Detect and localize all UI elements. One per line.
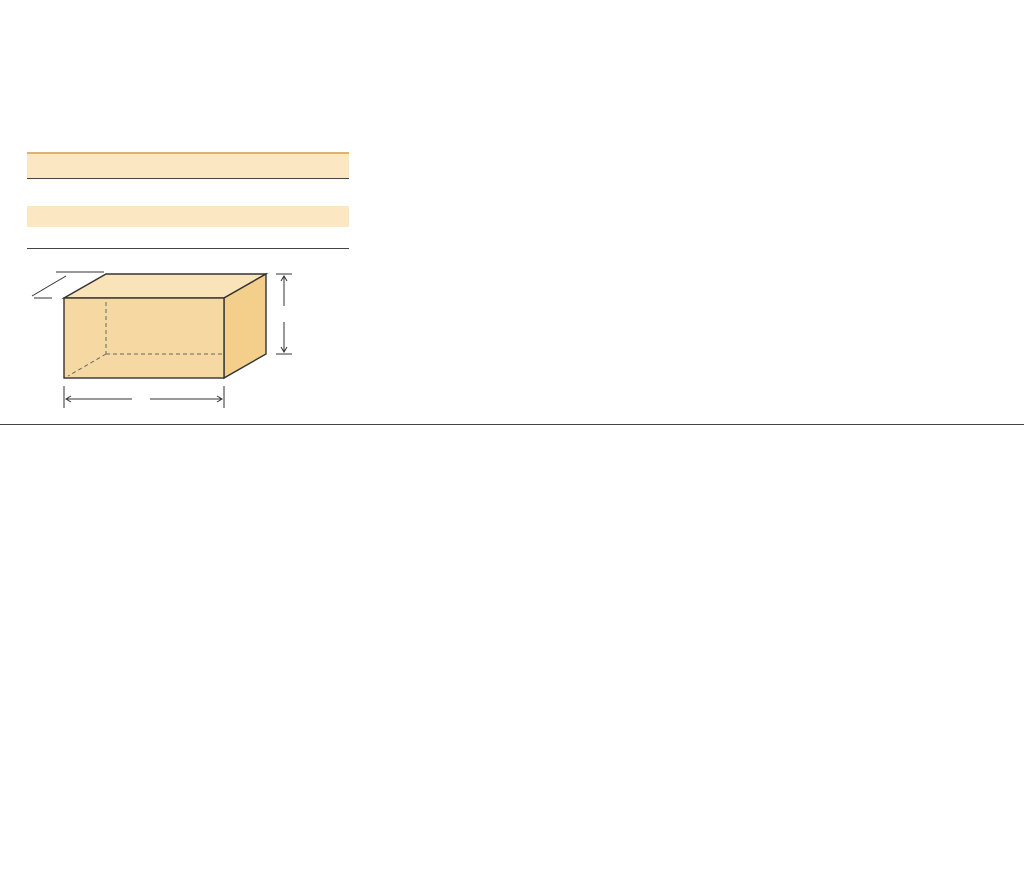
height-dimension: [276, 274, 292, 354]
variance-cell: [188, 227, 349, 249]
header-variance: [188, 153, 349, 179]
box-front-face: [64, 298, 224, 378]
dimensions-table: [27, 152, 349, 249]
header-mean: [70, 153, 188, 179]
variance-cell: [188, 206, 349, 227]
mean-cell: [70, 227, 188, 249]
section-divider: [0, 424, 1024, 425]
container-figure: [28, 262, 318, 414]
header-variable: [27, 153, 70, 179]
length-dimension: [64, 386, 224, 408]
table-row: [27, 206, 349, 227]
variance-cell: [188, 179, 349, 207]
table-row: [27, 227, 349, 249]
variable-cell: [27, 179, 70, 207]
variable-cell: [27, 206, 70, 227]
mean-cell: [70, 179, 188, 207]
variable-cell: [27, 227, 70, 249]
mean-cell: [70, 206, 188, 227]
table-row: [27, 179, 349, 207]
table-header-row: [27, 153, 349, 179]
